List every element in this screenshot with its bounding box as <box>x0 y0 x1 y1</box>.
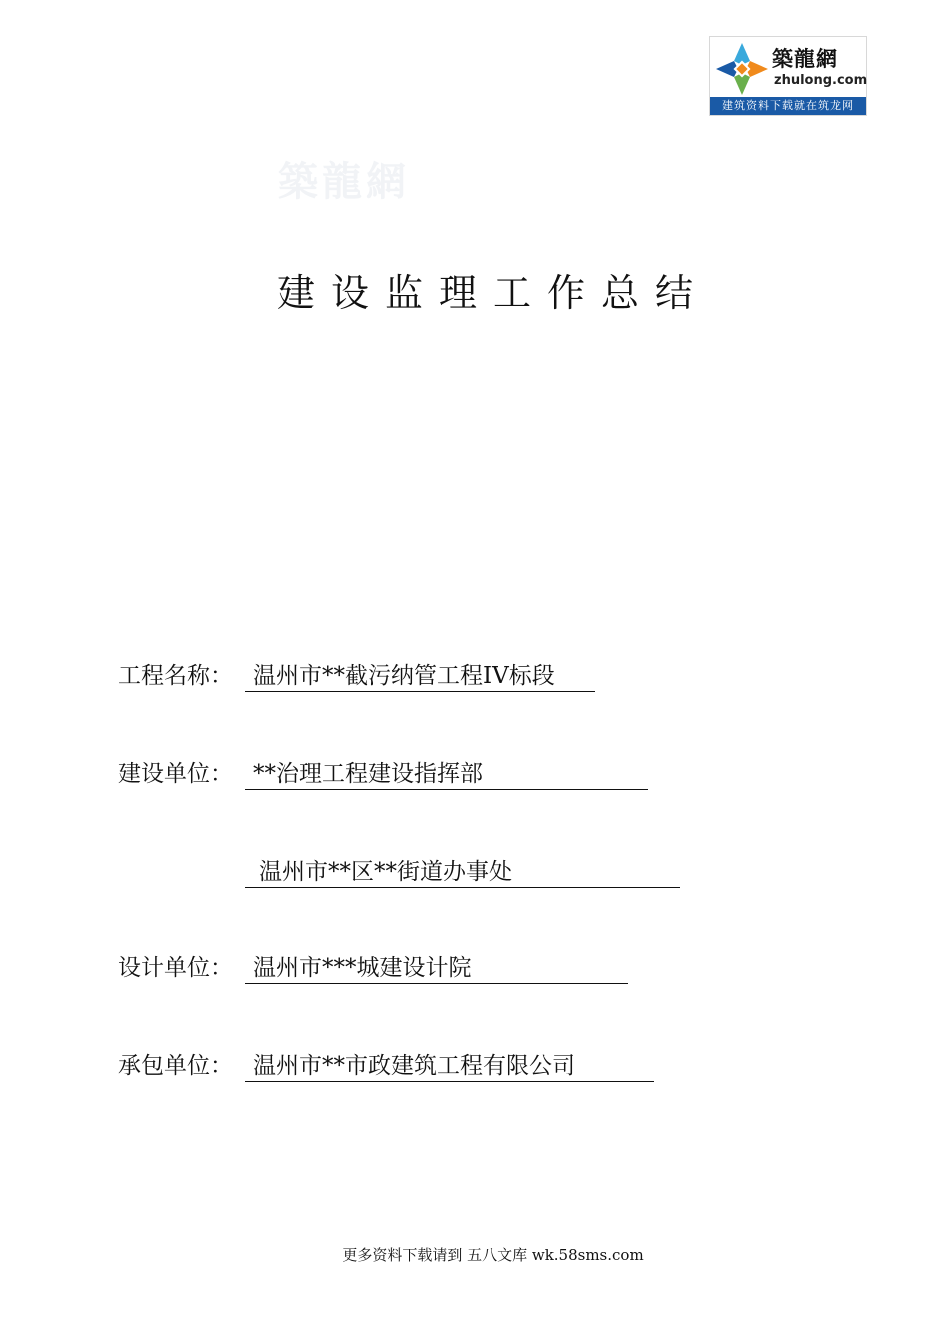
field-project-name <box>118 658 555 694</box>
field-design-unit <box>118 950 472 986</box>
field-construction-unit-2 <box>118 854 512 890</box>
field-label: 承包单位： <box>118 1053 233 1079</box>
field-value: 温州市**市政建筑工程有限公司 <box>245 1048 654 1082</box>
watermark: 築龍網 <box>278 158 410 205</box>
document-title: 建设监理工作总结 <box>276 271 709 315</box>
field-value: 温州市**区**街道办事处 <box>245 854 680 888</box>
field-value: **治理工程建设指挥部 <box>245 756 648 790</box>
field-label: 工程名称： <box>118 663 233 689</box>
field-value: 温州市***城建设计院 <box>245 950 628 984</box>
field-label: 设计单位： <box>118 955 233 981</box>
field-label: 建设单位： <box>118 761 233 787</box>
logo-slogan: 建筑资料下载就在筑龙网 <box>710 97 866 115</box>
logo-brand-english: zhulong.com <box>774 73 868 88</box>
field-contractor <box>118 1048 575 1084</box>
field-construction-unit <box>118 756 483 792</box>
footer-download-note: 更多资料下载请到 五八文库 wk.58sms.com <box>342 1246 644 1264</box>
zhulong-logo-mark-icon <box>714 41 770 97</box>
zhulong-logo[interactable] <box>709 36 867 116</box>
field-value: 温州市**截污纳管工程IV标段 <box>245 658 595 692</box>
logo-brand-chinese: 築龍網 <box>772 46 838 71</box>
